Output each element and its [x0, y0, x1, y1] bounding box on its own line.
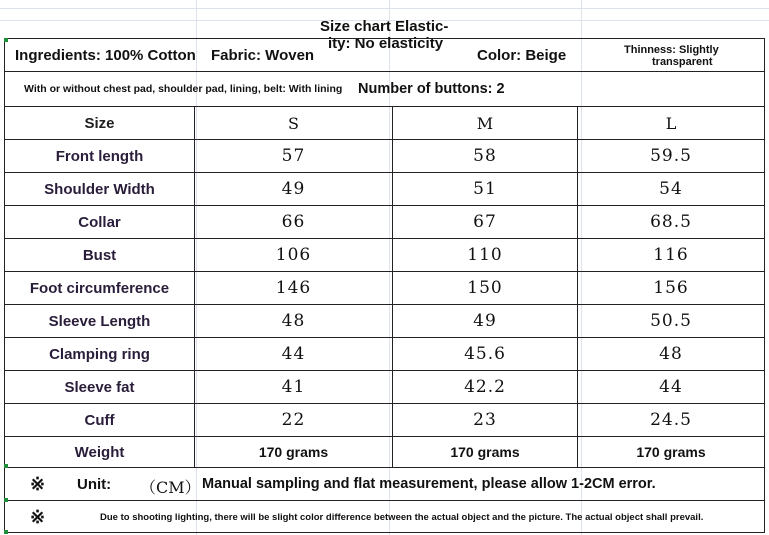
row-label: Bust	[4, 239, 194, 271]
table-header-row	[4, 106, 765, 139]
table-row	[4, 403, 765, 436]
weight-row	[4, 436, 765, 467]
value-l: 44	[577, 371, 765, 403]
weight-m: 170 grams	[392, 437, 577, 467]
color-text: Color: Beige	[477, 47, 567, 64]
cell-corner-mark	[4, 38, 8, 42]
reference-mark-icon: ※	[30, 507, 46, 527]
value-s: 146	[194, 272, 392, 304]
value-m: 150	[392, 272, 577, 304]
value-m: 67	[392, 206, 577, 238]
value-l: 24.5	[577, 404, 765, 436]
weight-l: 170 grams	[577, 437, 765, 467]
cell-corner-mark	[4, 530, 8, 534]
row-label: Clamping ring	[4, 338, 194, 370]
value-s: 44	[194, 338, 392, 370]
value-m: 49	[392, 305, 577, 337]
info-row-materials	[4, 38, 765, 71]
value-l: 68.5	[577, 206, 765, 238]
table-row	[4, 370, 765, 403]
row-label: Cuff	[4, 404, 194, 436]
measurement-note: Manual sampling and flat measurement, please allow 1-2CM error.	[202, 476, 656, 492]
header-l: L	[577, 107, 765, 139]
weight-s: 170 grams	[194, 437, 392, 467]
row-label: Sleeve Length	[4, 305, 194, 337]
value-s: 49	[194, 173, 392, 205]
title-line-1: Size chart Elastic-	[320, 18, 449, 35]
buttons-text: Number of buttons: 2	[358, 81, 505, 97]
cell-corner-mark	[4, 464, 8, 468]
table-row	[4, 271, 765, 304]
value-l: 48	[577, 338, 765, 370]
value-m: 58	[392, 140, 577, 172]
value-m: 42.2	[392, 371, 577, 403]
table-row	[4, 304, 765, 337]
value-l: 59.5	[577, 140, 765, 172]
color-difference-note: Due to shooting lighting, there will be slight color difference between the actual object and the picture. The actual object shall prevail.	[100, 512, 704, 523]
table-row	[4, 205, 765, 238]
footer-color-row	[4, 500, 765, 533]
title-line-2: ity: No elasticity	[328, 35, 444, 52]
value-l: 156	[577, 272, 765, 304]
table-row	[4, 337, 765, 370]
fabric-text: Fabric: Woven	[211, 47, 315, 64]
value-l: 50.5	[577, 305, 765, 337]
row-label: Front length	[4, 140, 194, 172]
header-m: M	[392, 107, 577, 139]
reference-mark-icon: ※	[30, 474, 46, 494]
thinness-text-1: Thinness: Slightly	[624, 44, 719, 56]
size-chart-sheet	[4, 38, 765, 534]
value-m: 51	[392, 173, 577, 205]
gridline	[0, 8, 769, 9]
value-l: 54	[577, 173, 765, 205]
value-s: 57	[194, 140, 392, 172]
unit-label: Unit:	[77, 476, 112, 493]
value-s: 41	[194, 371, 392, 403]
row-label: Shoulder Width	[4, 173, 194, 205]
value-s: 106	[194, 239, 392, 271]
value-l: 116	[577, 239, 765, 271]
row-label: Foot circumference	[4, 272, 194, 304]
table-row	[4, 238, 765, 271]
footer-unit-row	[4, 467, 765, 500]
thinness-text-2: transparent	[652, 56, 713, 68]
row-label: Weight	[4, 437, 194, 467]
table-row	[4, 172, 765, 205]
header-size: Size	[4, 107, 194, 139]
lining-text: With or without chest pad, shoulder pad, lining, belt: With lining	[24, 83, 343, 95]
header-s: S	[194, 107, 392, 139]
row-label: Sleeve fat	[4, 371, 194, 403]
info-row-lining	[4, 71, 765, 106]
unit-value: （CM）	[140, 478, 201, 497]
value-m: 45.6	[392, 338, 577, 370]
value-m: 23	[392, 404, 577, 436]
ingredients-text: Ingredients: 100% Cotton	[15, 47, 196, 64]
row-label: Collar	[4, 206, 194, 238]
value-s: 66	[194, 206, 392, 238]
value-m: 110	[392, 239, 577, 271]
table-row	[4, 139, 765, 172]
cell-corner-mark	[4, 498, 8, 502]
value-s: 48	[194, 305, 392, 337]
value-s: 22	[194, 404, 392, 436]
